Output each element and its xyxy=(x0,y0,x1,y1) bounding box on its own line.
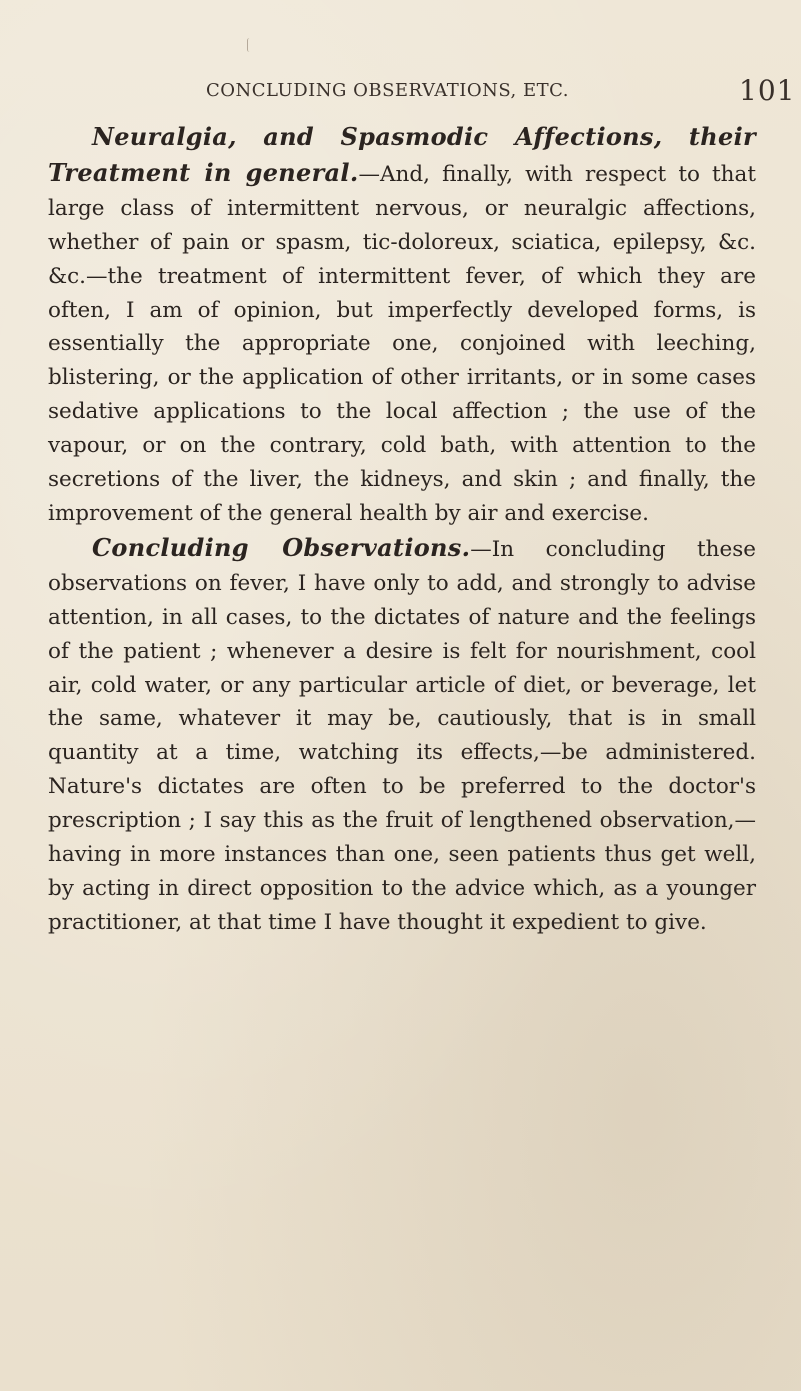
body-text xyxy=(48,120,756,940)
ink-blot xyxy=(247,38,252,52)
page-number: 101 xyxy=(739,74,796,107)
paragraph-neuralgia xyxy=(48,120,756,531)
run-in-heading-neuralgia: Neuralgia, and Spasmodic Affections, their Treatment in general. xyxy=(48,122,756,187)
running-head: CONCLUDING OBSERVATIONS, ETC. xyxy=(206,80,569,101)
paragraph-concluding xyxy=(48,531,756,940)
paragraph-text-concluding: —In concluding these observations on fever, I have only to add, and strongly to advise attention, in all cases, to the dictates of nature and the feelings of the patient ; whenever a desire is felt for nourishment, cool air, cold water, or any particular article of diet, or beverage, let the same, whatever it may be, cautiously, that is in small quantity at a time, watching its effects,—be administered. Nature's dictates are often to be preferred to the doctor's prescription ; I say this as the fruit of lengthened observation,—having in more instances than one, seen patients thus get well, by acting in direct opposition to the advice which, as a younger practitioner, at that time I have thought it expedient to give. xyxy=(48,536,756,935)
page-header xyxy=(206,74,796,107)
run-in-heading-concluding: Concluding Observations. xyxy=(92,532,471,562)
paragraph-text-neuralgia: —And, finally, with respect to that large class of intermittent nervous, or neuralgic affections, whether of pain or spasm, tic-doloreux, sciatica, epilepsy, &c. &c.—the treatment of intermittent fever, of which they are often, I am of opinion, but imperfectly developed forms, is essentially the appropriate one, conjoined with leeching, blistering, or the application of other irritants, or in some cases sedative applications to the local affection ; the use of the vapour, or on the contrary, cold bath, with attention to the secretions of the liver, the kidneys, and skin ; and finally, the improvement of the general health by air and exercise. xyxy=(48,161,756,526)
